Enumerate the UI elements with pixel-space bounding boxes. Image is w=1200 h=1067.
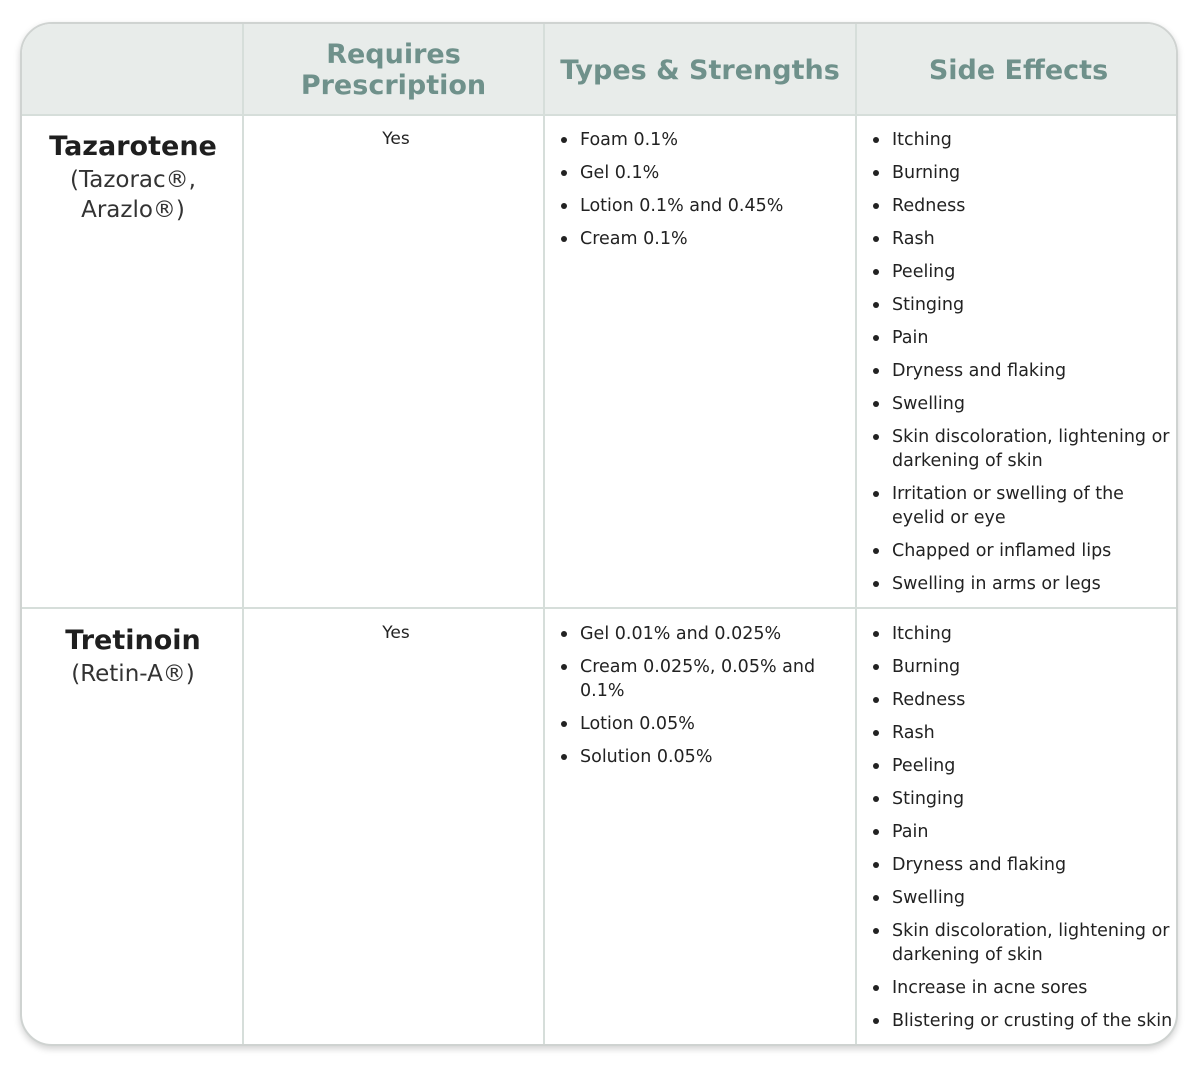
list-item: Lotion 0.05% xyxy=(580,712,820,736)
list-item: Increase in acne sores xyxy=(892,976,1178,1000)
drug-cell-tretinoin xyxy=(22,623,244,689)
list-item: Gel 0.1% xyxy=(580,161,820,185)
header-rx-line-1: Requires xyxy=(326,39,461,70)
list-item: Burning xyxy=(892,655,1178,679)
list-item: Solution 0.05% xyxy=(580,745,820,769)
list-item: Dryness and flaking xyxy=(892,359,1178,383)
side-effects-list xyxy=(858,622,1178,1042)
column-divider xyxy=(543,24,545,1046)
column-divider xyxy=(855,24,857,1046)
list-item: Peeling xyxy=(892,754,1178,778)
list-item: Stinging xyxy=(892,787,1178,811)
list-item: Cream 0.1% xyxy=(580,227,820,251)
list-item: Lotion 0.1% and 0.45% xyxy=(580,194,820,218)
header-side-effects: Side Effects xyxy=(928,54,1109,86)
list-item: Skin discoloration, lightening or darkening of skin xyxy=(892,919,1178,967)
comparison-table xyxy=(20,22,1178,1046)
list-item: Pain xyxy=(892,326,1178,350)
rx-value: Yes xyxy=(382,623,410,643)
types-list xyxy=(546,622,820,778)
list-item: Foam 0.1% xyxy=(580,128,820,152)
list-item: Cream 0.025%, 0.05% and 0.1% xyxy=(580,655,820,703)
list-item: Itching xyxy=(892,128,1178,152)
list-item: Swelling xyxy=(892,392,1178,416)
header-types-strengths: Types & Strengths xyxy=(560,54,840,86)
list-item: Dryness and flaking xyxy=(892,853,1178,877)
list-item: Burning xyxy=(892,161,1178,185)
list-item: Rash xyxy=(892,721,1178,745)
header-requires-prescription xyxy=(244,24,543,116)
list-item: Swelling in arms or legs xyxy=(892,572,1178,596)
list-item: Irritation or swelling of the eyelid or eye xyxy=(892,482,1178,530)
list-item: Blistering or crusting of the skin xyxy=(892,1009,1178,1033)
list-item: Chapped or inflamed lips xyxy=(892,539,1178,563)
rx-value: Yes xyxy=(382,129,410,149)
list-item: Redness xyxy=(892,688,1178,712)
list-item: Skin discoloration, lightening or darkening of skin xyxy=(892,425,1178,473)
list-item: Pain xyxy=(892,820,1178,844)
drug-brand: (Tazorac®, Arazlo®) xyxy=(70,167,196,223)
list-item: Redness xyxy=(892,194,1178,218)
list-item: Itching xyxy=(892,622,1178,646)
list-item: Stinging xyxy=(892,293,1178,317)
drug-name: Tazarotene xyxy=(49,131,217,162)
list-item: Peeling xyxy=(892,260,1178,284)
row-divider xyxy=(22,607,1178,609)
drug-brand: (Retin-A®) xyxy=(71,661,195,687)
header-rx-line-2: Prescription xyxy=(300,70,487,101)
side-effects-list xyxy=(858,128,1178,605)
types-list xyxy=(546,128,820,260)
list-item: Rash xyxy=(892,227,1178,251)
drug-cell-tazarotene xyxy=(22,129,244,225)
list-item: Gel 0.01% and 0.025% xyxy=(580,622,820,646)
list-item: Swelling xyxy=(892,886,1178,910)
drug-name: Tretinoin xyxy=(65,625,201,656)
